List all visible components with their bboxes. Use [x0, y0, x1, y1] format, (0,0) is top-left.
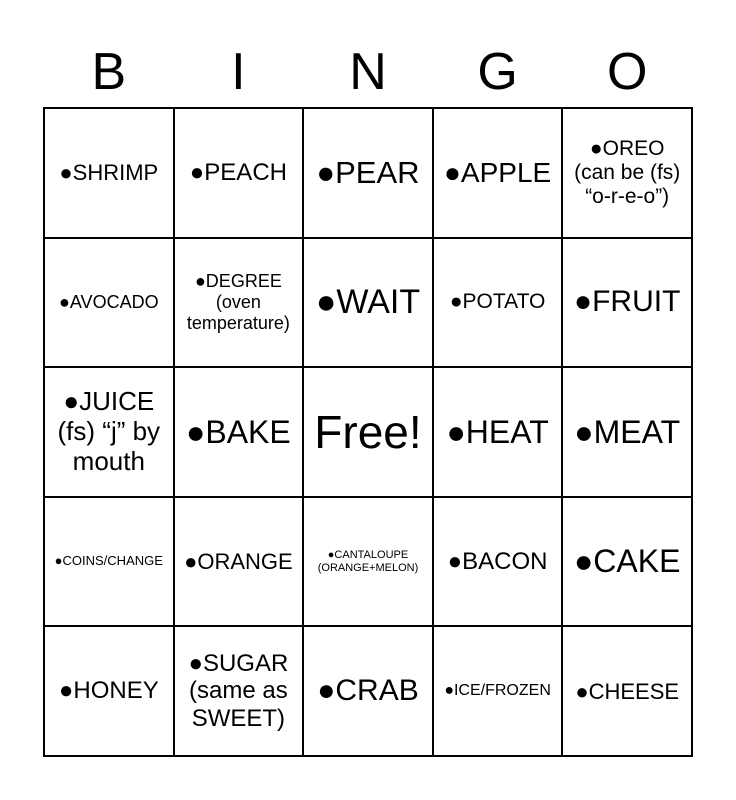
header-letter-n: N — [349, 43, 387, 101]
cell-text: ●CANTALOUPE (ORANGE+MELON) — [317, 548, 419, 574]
cell-text: ●AVOCADO — [59, 292, 159, 313]
bingo-cell[interactable] — [174, 108, 304, 238]
cell-text: ●ICE/FROZEN — [444, 682, 551, 699]
bingo-cell[interactable] — [562, 367, 692, 497]
cell-text: ●WAIT — [315, 282, 421, 321]
bingo-header — [44, 40, 692, 104]
cell-text: ●DEGREE (oven temperature) — [186, 271, 290, 333]
bingo-cell[interactable] — [174, 626, 304, 756]
cell-text: ●SHRIMP — [59, 160, 159, 186]
bingo-cell[interactable] — [303, 626, 433, 756]
cell-text: ●OREO (can be (fs) “o-r-e-o”) — [574, 136, 681, 208]
bingo-cell[interactable] — [433, 367, 563, 497]
cell-text: ●BACON — [447, 547, 548, 575]
header-letter-o: O — [606, 43, 648, 101]
bingo-cell[interactable] — [44, 497, 174, 627]
cell-text: ●CAKE — [573, 543, 681, 580]
cell-text: ●CRAB — [317, 673, 419, 707]
cell-text: ●APPLE — [444, 156, 552, 188]
bingo-cell[interactable] — [433, 497, 563, 627]
bingo-cell[interactable] — [44, 238, 174, 368]
cell-text: ●ORANGE — [184, 548, 293, 574]
header-letter-i: I — [231, 43, 246, 101]
cell-text: ●HEAT — [446, 413, 549, 450]
cell-text: ●CHEESE — [575, 678, 680, 704]
bingo-cell[interactable] — [44, 367, 174, 497]
bingo-grid — [43, 107, 693, 757]
bingo-cell[interactable] — [174, 367, 304, 497]
cell-text: ●JUICE (fs) “j” by mouth — [57, 386, 161, 476]
bingo-cell[interactable] — [562, 497, 692, 627]
bingo-cell[interactable] — [433, 108, 563, 238]
bingo-cell[interactable] — [44, 108, 174, 238]
cell-text: ●SUGAR (same as SWEET) — [188, 649, 289, 732]
header-letter-b: B — [91, 43, 127, 101]
bingo-cell[interactable] — [44, 626, 174, 756]
cell-text: ●HONEY — [58, 677, 159, 705]
bingo-cell[interactable] — [433, 626, 563, 756]
cell-text: Free! — [314, 405, 422, 458]
bingo-cell[interactable] — [303, 108, 433, 238]
cell-text: ●PEAR — [316, 154, 420, 190]
cell-text: ●FRUIT — [573, 285, 681, 319]
bingo-cell[interactable] — [562, 238, 692, 368]
bingo-cell[interactable] — [174, 238, 304, 368]
header-letter-g: G — [477, 43, 518, 101]
cell-text: ●PEACH — [189, 159, 287, 186]
bingo-cell[interactable] — [303, 238, 433, 368]
cell-text: ●BAKE — [186, 413, 291, 450]
cell-text: ●POTATO — [449, 290, 546, 314]
bingo-cell[interactable] — [303, 497, 433, 627]
bingo-cell[interactable] — [562, 108, 692, 238]
bingo-cell[interactable] — [433, 238, 563, 368]
cell-text: ●COINS/CHANGE — [54, 553, 163, 569]
cell-text: ●MEAT — [574, 413, 681, 450]
free-space-cell[interactable] — [303, 367, 433, 497]
bingo-cell[interactable] — [174, 497, 304, 627]
bingo-cell[interactable] — [562, 626, 692, 756]
